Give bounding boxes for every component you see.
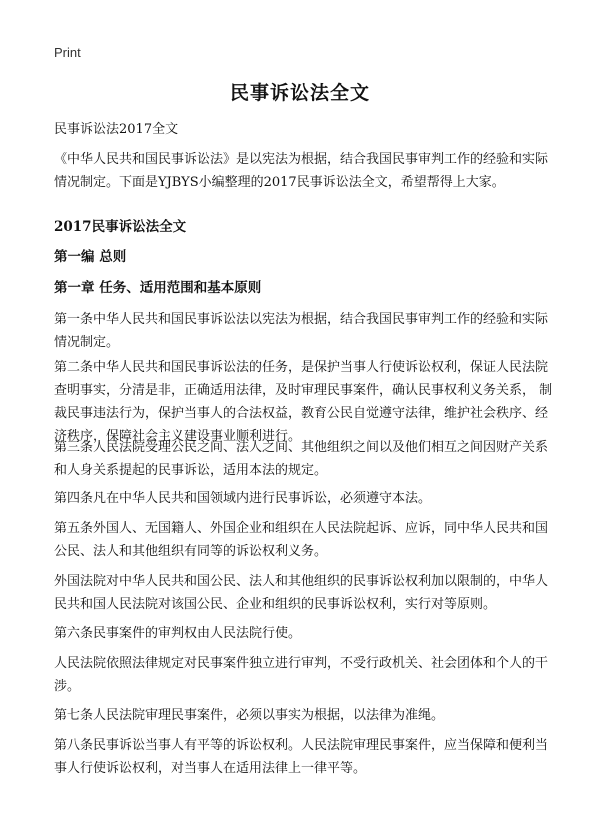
page-title: 民事诉讼法全文	[229, 82, 370, 104]
article-paragraph: 外国法院对中华人民共和国公民、法人和其他组织的民事诉讼权利加以限制的，中华人民共和国人民法院对该国公民、企业和组织的民事诉讼权利，实行对等原则。	[54, 574, 549, 612]
intro-paragraph: 《中华人民共和国民事诉讼法》是以宪法为根据，结合我国民事审判工作的经验和实际情况制定。下面是YJBYS小编整理的2017民事诉讼法全文，希望帮得上大家。	[54, 152, 549, 190]
article-paragraph: 第七条人民法院审理民事案件，必须以事实为根据，以法律为准绳。	[54, 708, 445, 723]
article-paragraph: 人民法院依照法律规定对民事案件独立进行审判，不受行政机关、社会团体和个人的干涉。	[54, 656, 549, 694]
chapter-heading: 第一章 任务、适用范围和基本原则	[54, 280, 262, 296]
article-paragraph: 第四条凡在中华人民共和国领域内进行民事诉讼，必须遵守本法。	[54, 491, 432, 506]
article-paragraph: 第二条中华人民共和国民事诉讼法的任务，是保护当事人行使诉讼权利，保证人民法院查明事实，分清是非，正确适用法律，及时审理民事案件，确认民事权利义务关系， 制裁民事违法行为，保护当事人的合法权益，教育公民自觉遵守法律，维护社会秩序、经济秩序，保障社会主义建设事业顺利进行。	[54, 360, 553, 444]
section-heading: 2017民事诉讼法全文	[54, 219, 187, 235]
part-heading: 第一编 总则	[54, 249, 127, 265]
article-paragraph: 第六条民事案件的审判权由人民法院行使。	[54, 626, 302, 641]
article-paragraph: 第三条人民法院受理公民之间、法人之间、其他组织之间以及他们相互之间因财产关系和人身关系提起的民事诉讼，适用本法的规定。	[54, 440, 549, 478]
print-label[interactable]: Print	[54, 45, 81, 60]
subtitle: 民事诉讼法2017全文	[54, 122, 179, 137]
article-paragraph: 第一条中华人民共和国民事诉讼法以宪法为根据，结合我国民事审判工作的经验和实际情况制定。	[54, 312, 549, 350]
article-paragraph: 第五条外国人、无国籍人、外国企业和组织在人民法院起诉、应诉，同中华人民共和国公民、法人和其他组织有同等的诉讼权利义务。	[54, 521, 549, 559]
article-paragraph: 第八条民事诉讼当事人有平等的诉讼权利。人民法院审理民事案件，应当保障和便利当事人行使诉讼权利，对当事人在适用法律上一律平等。	[54, 738, 549, 776]
